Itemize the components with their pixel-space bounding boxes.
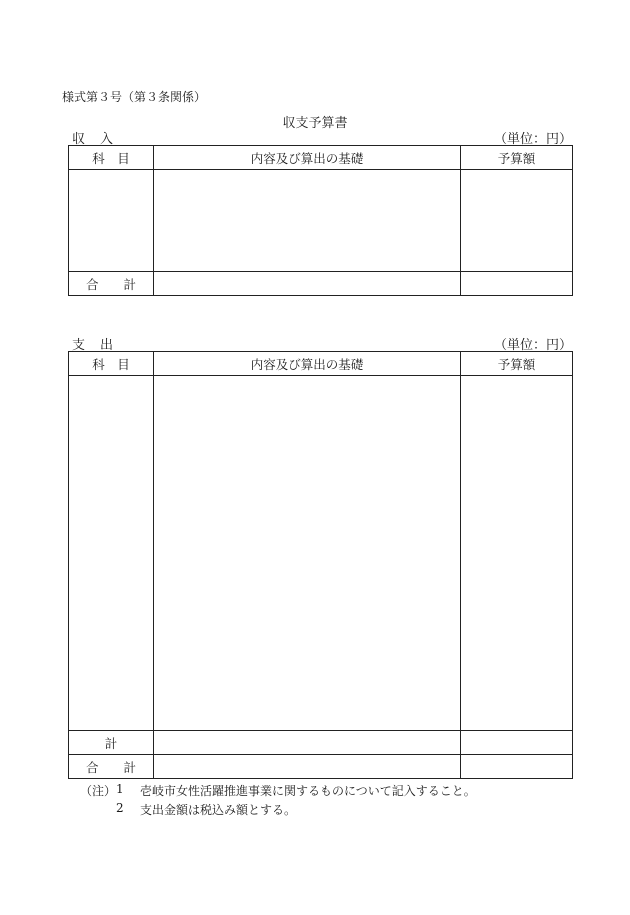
expense-total-amount-cell[interactable] — [461, 755, 573, 779]
expense-header-row — [69, 352, 573, 376]
expense-subtotal-label: 計 — [69, 731, 154, 755]
form-number: 様式第３号（第３条関係） — [62, 90, 207, 104]
note-2-text: 支出金額は税込み額とする。 — [140, 803, 297, 817]
income-total-label: 合 計 — [69, 272, 154, 296]
expense-total-label: 合 計 — [69, 755, 154, 779]
income-unit-label: （単位：円） — [493, 132, 572, 147]
expense-table — [68, 351, 573, 779]
income-col-amount: 予算額 — [461, 146, 573, 170]
expense-subject-cell[interactable] — [69, 376, 154, 731]
income-total-basis-cell[interactable] — [154, 272, 461, 296]
expense-subtotal-row — [69, 731, 573, 755]
expense-col-basis: 内容及び算出の基礎 — [154, 352, 461, 376]
income-total-amount-cell[interactable] — [461, 272, 573, 296]
expense-col-amount: 予算額 — [461, 352, 573, 376]
note-1-number: 1 — [116, 782, 124, 796]
expense-total-row — [69, 755, 573, 779]
income-amount-cell[interactable] — [461, 170, 573, 272]
expense-subtotal-basis-cell[interactable] — [154, 731, 461, 755]
expense-entry-row — [69, 376, 573, 731]
income-header-row — [69, 146, 573, 170]
expense-unit-label: （単位：円） — [493, 338, 572, 353]
income-entry-row — [69, 170, 573, 272]
note-1-text: 壱岐市女性活躍推進事業に関するものについて記入すること。 — [140, 784, 476, 798]
expense-col-subject: 科 目 — [69, 352, 154, 376]
expense-section-label: 支 出 — [72, 338, 115, 353]
expense-basis-cell[interactable] — [154, 376, 461, 731]
income-col-basis: 内容及び算出の基礎 — [154, 146, 461, 170]
income-col-subject: 科 目 — [69, 146, 154, 170]
income-total-row — [69, 272, 573, 296]
document-title: 収支予算書 — [282, 116, 348, 131]
notes-prefix: （注） — [80, 784, 117, 798]
note-2-number: 2 — [116, 801, 124, 815]
expense-amount-cell[interactable] — [461, 376, 573, 731]
income-basis-cell[interactable] — [154, 170, 461, 272]
expense-total-basis-cell[interactable] — [154, 755, 461, 779]
income-subject-cell[interactable] — [69, 170, 154, 272]
income-table — [68, 145, 573, 296]
expense-subtotal-amount-cell[interactable] — [461, 731, 573, 755]
income-section-label: 収 入 — [72, 132, 115, 147]
